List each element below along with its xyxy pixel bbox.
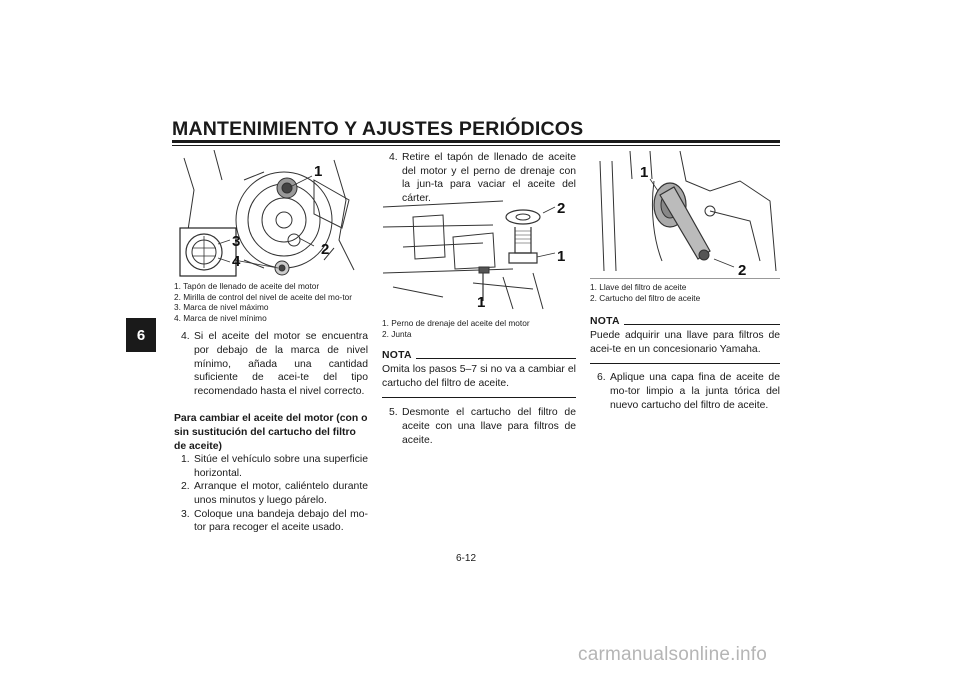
figure-oil-level-window	[174, 150, 366, 278]
inset-box	[180, 228, 236, 276]
column-2-bottom	[382, 318, 576, 447]
title-rule	[172, 140, 780, 143]
fig3-label-1: 1	[640, 164, 649, 181]
nota-text: Puede adquirir una llave para filtros de acei-te en un concesionario Yamaha.	[590, 330, 780, 355]
step-5: 5. Desmonte el cartucho del filtro de aceite con una llave para filtros de aceite.	[389, 407, 576, 446]
column-3	[590, 282, 780, 412]
title-rule-thin	[172, 145, 780, 146]
step-1: 1. Sitúe el vehículo sobre una superficie horizontal.	[181, 454, 368, 479]
fig1-label-1: 1	[314, 163, 323, 180]
section-tab: 6	[126, 318, 156, 352]
caption-item: 1. Tapón de llenado de aceite del motor	[174, 281, 320, 291]
fig1-label-3: 3	[232, 233, 241, 250]
column-1	[174, 281, 368, 535]
caption-item: 1. Llave del filtro de aceite	[590, 282, 687, 292]
nota-header: NOTA	[590, 315, 780, 329]
page-number: 6-12	[456, 553, 477, 564]
gasket	[506, 210, 540, 224]
step-4-drain: 4. Retire el tapón de llenado de aceite del motor y el perno de drenaje con la jun-ta para vaciar el aceite del cárter.	[389, 152, 576, 204]
step-3: 3. Coloque una bandeja debajo del mo-tor para recoger el aceite usado.	[181, 508, 368, 534]
step-4-check-level: 4. Si el aceite del motor se encuentra por debajo de la marca de nivel mínimo, añada una cantidad suficiente de acei-te del tipo recomendado hasta el nivel correcto.	[181, 331, 368, 397]
fig2-label-2: 2	[557, 200, 566, 217]
fig2-label-1: 1	[557, 248, 566, 265]
caption-item: 3. Marca de nivel máximo	[174, 302, 269, 313]
nota-header: NOTA	[382, 349, 576, 363]
fig1-label-2: 2	[321, 241, 330, 258]
step-6: 6. Aplique una capa fina de aceite de mo-tor limpio a la junta tórica del nuevo cartucho del filtro de aceite.	[597, 372, 780, 411]
caption-item: 4. Marca de nivel mínimo	[174, 312, 267, 323]
page-title: MANTENIMIENTO Y AJUSTES PERIÓDICOS	[172, 118, 584, 140]
figure-drain-bolt	[383, 197, 575, 311]
caption-item: 2. Mirilla de control del nivel de aceite del mo-tor	[174, 291, 353, 302]
fig2-label-1-bottom: 1	[477, 294, 486, 311]
nota-text: Omita los pasos 5–7 si no va a cambiar el cartucho del filtro de aceite.	[382, 364, 576, 389]
drain-bolt-location	[479, 267, 489, 273]
watermark-text: carmanualsonline.info	[578, 644, 768, 665]
caption-item: 2. Cartucho del filtro de aceite	[590, 292, 701, 303]
fig2-caption	[382, 318, 576, 339]
fig1-label-4: 4	[232, 253, 241, 270]
fig3-caption	[590, 282, 780, 303]
step-2: 2. Arranque el motor, caliéntelo durante unos minutos y luego párelo.	[181, 481, 368, 506]
fig3-label-2: 2	[738, 262, 747, 279]
caption-item: 2. Junta	[382, 328, 412, 339]
section-heading: Para cambiar el aceite del motor (con o sin sustitución del cartucho del filtro de aceite)	[174, 413, 368, 452]
fig1-caption	[174, 281, 368, 323]
caption-item: 1. Perno de drenaje del aceite del motor	[382, 318, 530, 328]
figure-filter-wrench	[590, 151, 780, 279]
